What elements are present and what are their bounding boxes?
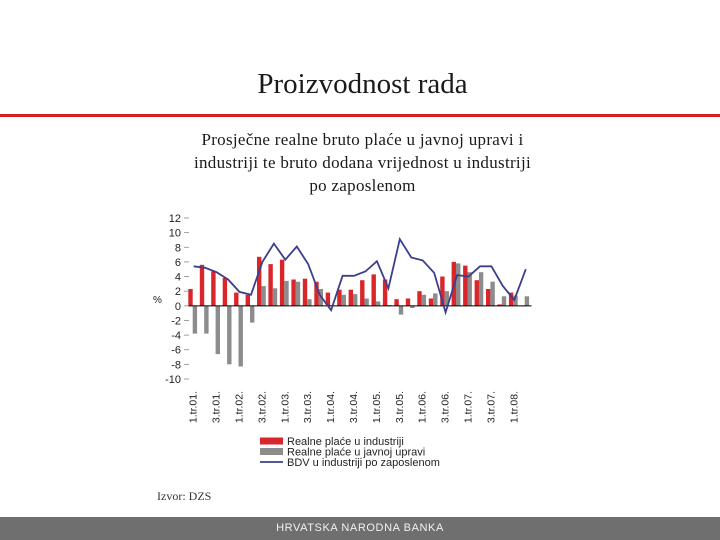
industry-bar — [303, 279, 307, 306]
legend-swatch — [260, 448, 283, 455]
y-tick-label: 8 — [174, 242, 181, 255]
y-tick-label: 2 — [174, 286, 181, 299]
public-bar — [456, 263, 460, 305]
industry-bar — [200, 265, 204, 306]
x-tick-label: 3.tr.03. — [302, 391, 315, 424]
public-bar — [479, 272, 483, 306]
public-bar — [227, 306, 231, 365]
y-tick-label: 0 — [174, 300, 181, 313]
public-bar — [261, 286, 265, 306]
industry-bar — [360, 280, 364, 306]
industry-bar — [463, 266, 467, 306]
x-tick-label: 1.tr.08. — [508, 391, 521, 424]
industry-bar — [372, 274, 376, 306]
industry-bar — [291, 280, 295, 306]
industry-bar — [475, 280, 479, 306]
public-bar — [502, 296, 506, 306]
public-bar — [204, 306, 208, 334]
x-tick-label: 3.tr.07. — [485, 391, 498, 424]
legend-swatch — [260, 438, 283, 445]
industry-bar — [349, 290, 353, 306]
footer-bar — [0, 517, 720, 540]
subtitle-line: industriji te bruto dodana vrijednost u industriji — [193, 153, 532, 172]
page-title: Proizvodnost rada — [257, 68, 468, 100]
industry-bar — [280, 260, 284, 306]
x-tick-label: 3.tr.02. — [256, 391, 269, 424]
y-tick-label: -2 — [171, 315, 181, 328]
x-tick-label: 1.tr.02. — [233, 391, 246, 424]
public-bar — [376, 301, 380, 305]
y-tick-label: 6 — [174, 256, 181, 269]
public-bar — [193, 306, 197, 334]
public-bar — [284, 281, 288, 306]
public-bar — [399, 306, 403, 315]
industry-bar — [268, 264, 272, 306]
y-tick-label: -10 — [165, 374, 181, 386]
x-axis — [188, 391, 521, 423]
public-bar — [296, 282, 300, 306]
x-tick-label: 1.tr.05. — [370, 391, 383, 424]
industry-bar — [417, 291, 421, 306]
y-tick-label: -8 — [171, 359, 181, 372]
x-tick-label: 1.tr.07. — [462, 391, 475, 424]
legend — [260, 436, 440, 469]
x-tick-label: 1.tr.04. — [325, 391, 338, 424]
y-tick-label: 4 — [174, 271, 181, 284]
x-tick-label: 3.tr.06. — [439, 391, 452, 424]
subtitle-line: Prosječne realne bruto plaće u javnoj upravi i — [201, 130, 524, 149]
industry-bar — [406, 299, 410, 306]
industry-bar — [211, 271, 215, 305]
y-tick-label: -4 — [171, 330, 181, 343]
public-bar — [364, 299, 368, 306]
industry-bar — [394, 299, 398, 306]
source-note: Izvor: DZS — [157, 489, 212, 503]
public-bar — [342, 295, 346, 306]
y-tick-label: 10 — [168, 227, 181, 240]
public-bar — [250, 306, 254, 323]
public-bar — [216, 306, 220, 354]
subtitle-line: po zaposlenom — [309, 176, 416, 195]
public-bar — [433, 293, 437, 305]
footer-brand: HRVATSKA NARODNA BANKA — [276, 522, 444, 534]
x-tick-label: 1.tr.01. — [187, 391, 200, 424]
y-tick-label: 12 — [168, 213, 181, 225]
industry-bar — [429, 299, 433, 306]
public-bars — [193, 263, 529, 366]
public-bar — [490, 282, 494, 306]
industry-bar — [234, 293, 238, 306]
industry-bar — [486, 289, 490, 306]
x-tick-label: 1.tr.03. — [279, 391, 292, 424]
x-tick-label: 3.tr.01. — [210, 391, 223, 424]
legend-label: BDV u industriji po zaposlenom — [287, 457, 440, 469]
x-tick-label: 1.tr.06. — [416, 391, 429, 424]
y-axis — [165, 213, 189, 386]
x-tick-label: 3.tr.05. — [393, 391, 406, 424]
industry-bar — [246, 295, 250, 306]
industry-bar — [223, 278, 227, 306]
legend-label: Realne plaće u javnoj upravi — [287, 446, 426, 459]
public-bar — [307, 299, 311, 306]
legend-label: Realne plaće u industriji — [287, 436, 404, 448]
public-bar — [239, 306, 243, 367]
public-bar — [273, 288, 277, 306]
y-tick-label: -6 — [171, 344, 181, 357]
public-bar — [353, 294, 357, 306]
public-bar — [525, 296, 529, 306]
y-axis-label: % — [153, 295, 162, 306]
x-tick-label: 3.tr.04. — [348, 391, 360, 424]
public-bar — [422, 295, 426, 306]
